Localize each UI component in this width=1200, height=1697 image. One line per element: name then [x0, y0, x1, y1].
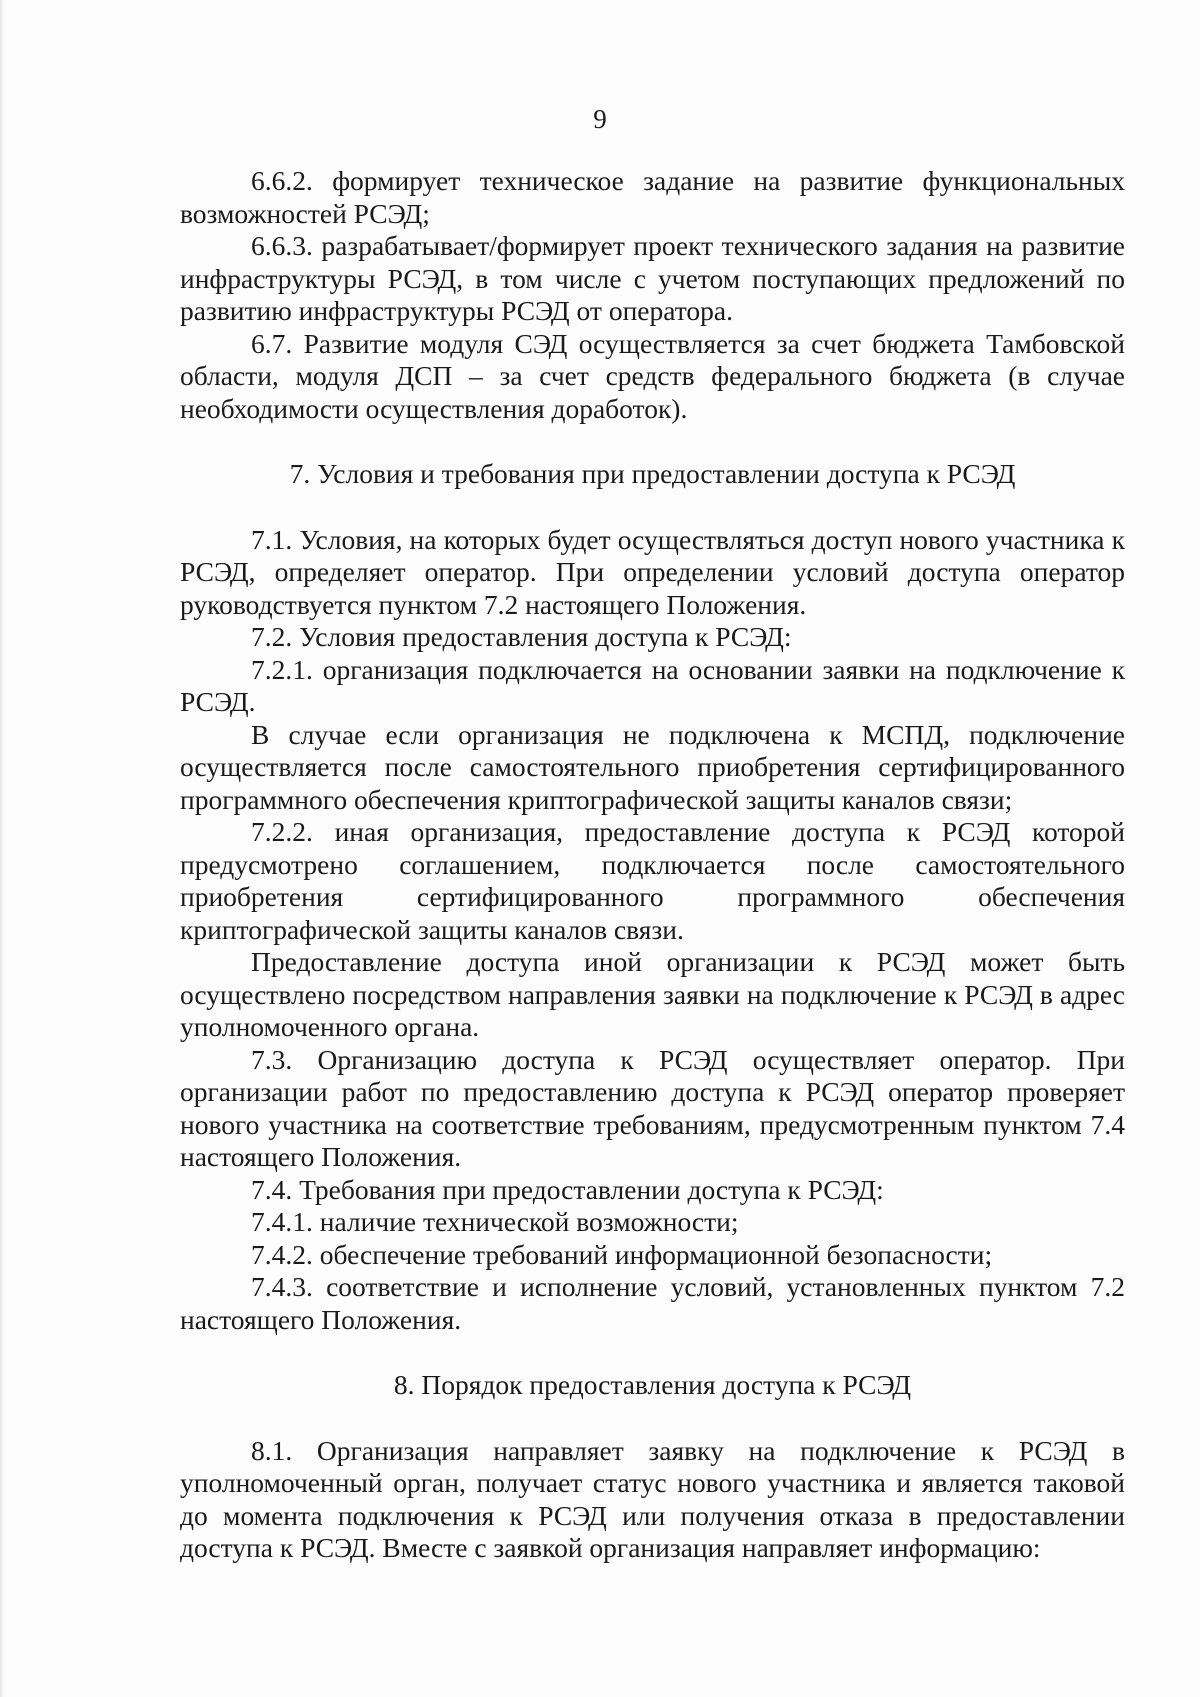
section-gap [180, 1402, 1125, 1435]
document-body [180, 165, 1125, 1565]
paragraph-7-2-1: 7.2.1. организация подключается на основании заявки на подключение к РСЭД. [180, 653, 1125, 717]
scan-edge [0, 0, 4, 1697]
paragraph-6-7: 6.7. Развитие модуля СЭД осуществляется за счет бюджета Тамбовской области, модуля ДСП – за счет средств федерального бюджета (в случае необходимости осуществления доработок). [180, 327, 1125, 424]
paragraph-7-2-2: 7.2.2. иная организация, предоставление доступа к РСЭД которой предусмотрено соглашением, подключается после самостоятельного приобретения сертифицированного программного обеспечения криптографической защиты каналов связи. [180, 816, 1125, 945]
paragraph-7-3: 7.3. Организацию доступа к РСЭД осуществляет оператор. При организации работ по предоставлению доступа к РСЭД оператор проверяет нового участника на соответствие требованиям, предусмотренным пунктом 7.4 настоящего Положения. [180, 1043, 1125, 1172]
paragraph-7-4: 7.4. Требования при предоставлении доступа к РСЭД: [251, 1173, 884, 1205]
section-gap [180, 425, 1125, 458]
section-heading-7: 7. Условия и требования при предоставлении доступа к РСЭД [289, 458, 1016, 489]
paragraph-6-6-3: 6.6.3. разрабатывает/формирует проект технического задания на развитие инфраструктуры РСЭД, в том числе с учетом поступающих предложений по развитию инфраструктуры РСЭД от оператора. [180, 230, 1125, 326]
section-heading-8: 8. Порядок предоставления доступа к РСЭД [393, 1369, 912, 1400]
paragraph-8-1: 8.1. Организация направляет заявку на подключение к РСЭД в уполномоченный орган, получает статус нового участника и является таковой до момента подключения к РСЭД или получения отказа в предоставлении доступа к РСЭД. Вместе с заявкой организация направляет информацию: [180, 1434, 1125, 1563]
paragraph-mspd: В случае если организация не подключена к МСПД, подключение осуществляется после самостоятельного приобретения сертифицированного программного обеспечения криптографической защиты каналов связи; [180, 718, 1125, 815]
page-number: 9 [593, 104, 607, 134]
paragraph-7-4-1: 7.4.1. наличие технической возможности; [251, 1206, 739, 1237]
section-gap [180, 1336, 1125, 1369]
section-gap [180, 491, 1125, 524]
paragraph-7-4-2: 7.4.2. обеспечение требований информационной безопасности; [251, 1238, 993, 1270]
paragraph-7-1: 7.1. Условия, на которых будет осуществляться доступ нового участника к РСЭД, определяет оператор. При определении условий доступа оператор руководствуется пунктом 7.2 настоящего Положения. [180, 523, 1125, 620]
paragraph-other-org-access: Предоставление доступа иной организации к РСЭД может быть осуществлено посредством направления заявки на подключение к РСЭД в адрес уполномоченного органа. [180, 946, 1125, 1042]
paragraph-7-2: 7.2. Условия предоставления доступа к РСЭД: [251, 621, 792, 652]
paragraph-7-4-3: 7.4.3. соответствие и исполнение условий, установленных пунктом 7.2 настоящего Положения. [180, 1271, 1125, 1335]
paragraph-6-6-2: 6.6.2. формирует техническое задание на развитие функциональных возможностей РСЭД; [180, 165, 1125, 229]
